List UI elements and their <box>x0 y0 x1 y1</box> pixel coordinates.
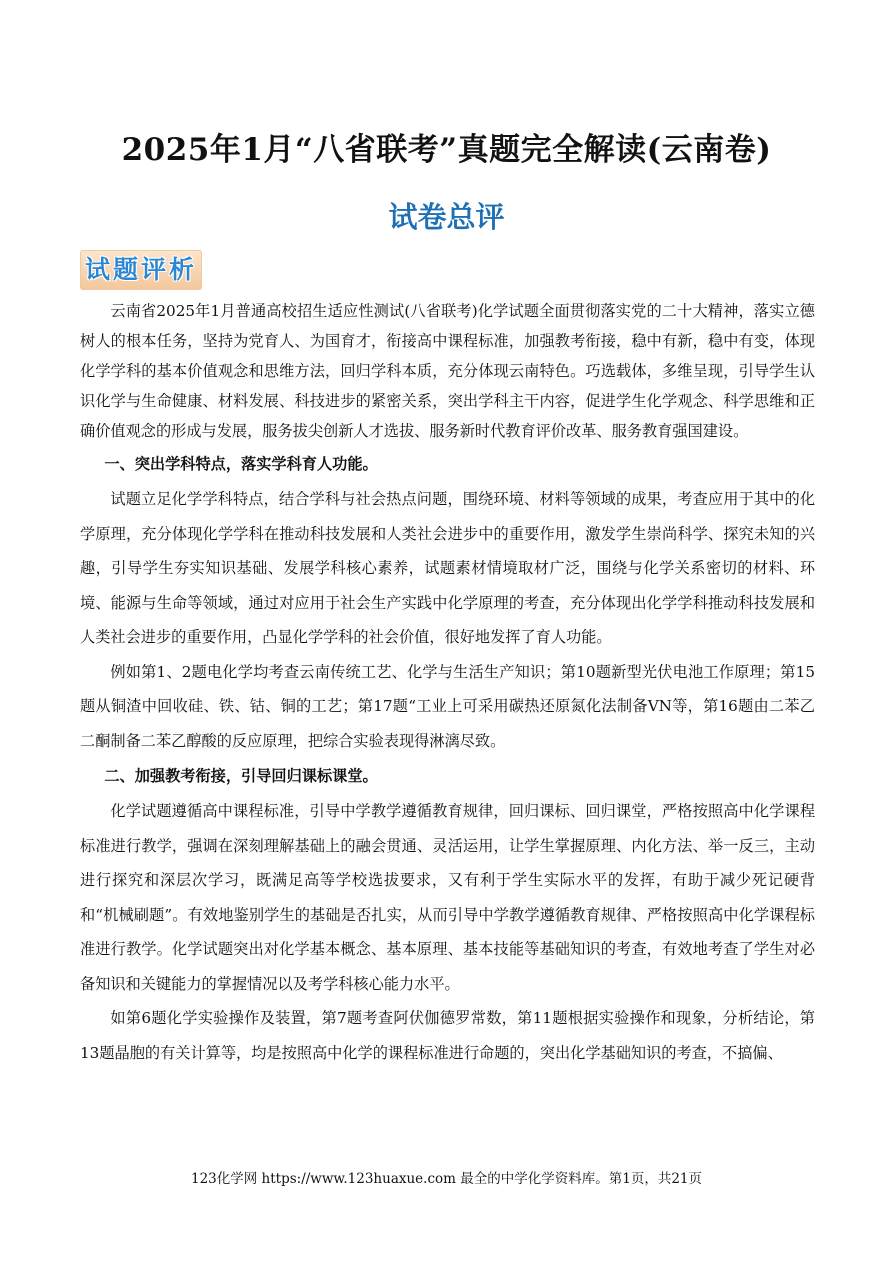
document-subtitle: 试卷总评 <box>388 200 505 234</box>
section-heading-2: 二、加强教考衔接，引导回归课标课堂。 <box>104 767 378 785</box>
document-body <box>80 296 815 1070</box>
section-badge <box>80 250 202 290</box>
paragraph-subject-features: 试题立足化学学科特点，结合学科与社会热点问题，围绕环境、材料等领域的成果，考查应用于其中的化学原理，充分体现化学学科在推动科技发展和人类社会进步中的重要作用，激发学生崇尚科学、探究未知的兴趣，引导学生夯实知识基础、发展学科核心素养，试题素材情境取材广泛，围绕与化学关系密切的材料、环境、能源与生命等领域，通过对应用于社会生产实践中化学原理的考查，充分体现出化学学科推动科技发展和人类社会进步的重要作用，凸显化学学科的社会价值，很好地发挥了育人功能。 <box>80 490 815 646</box>
paragraph-curriculum: 化学试题遵循高中课程标准，引导中学教学遵循教育规律，回归课标、回归课堂，严格按照高中化学课程标准进行教学，强调在深刻理解基础上的融会贯通、灵活运用，让学生掌握原理、内化方法、举一反三，主动进行探究和深层次学习，既满足高等学校选拔要求，又有利于学生实际水平的发挥，有助于减少死记硬背和“机械刷题”。有效地鉴别学生的基础是否扎实，从而引导中学教学遵循教育规律、严格按照高中化学课程标准进行教学。化学试题突出对化学基本概念、基本原理、基本技能等基础知识的考查，有效地考查了学生对必备知识和关键能力的掌握情况以及考学科核心能力水平。 <box>80 802 815 993</box>
paragraph-examples-2: 如第6题化学实验操作及装置，第7题考查阿伏伽德罗常数，第11题根据实验操作和现象，分析结论，第13题晶胞的有关计算等，均是按照高中化学的课程标准进行命题的，突出化学基础知识的考查，不搞偏、 <box>80 1009 815 1062</box>
paragraph-examples-1: 例如第1、2题电化学均考查云南传统工艺、化学与生活生产知识；第10题新型光伏电池工作原理；第15题从铜渣中回收硅、铁、钴、铜的工艺；第17题“工业上可采用碳热还原氮化法制备VN等，第16题由二苯乙二酮制备二苯乙醇酸的反应原理，把综合实验表现得淋漓尽致。 <box>80 662 815 750</box>
paragraph-intro: 云南省2025年1月普通高校招生适应性测试(八省联考)化学试题全面贯彻落实党的二十大精神，落实立德树人的根本任务，坚持为党育人、为国育才，衔接高中课程标准，加强教考衔接，稳中有新，稳中有变，体现化学学科的基本价值观念和思维方法，回归学科本质，充分体现云南特色。巧选载体，多维呈现，引导学生认识化学与生命健康、材料发展、科技进步的紧密关系，突出学科主干内容，促进学生化学观念、科学思维和正确价值观念的形成与发展，服务拔尖创新人才选拔、服务新时代教育评价改革、服务教育强国建设。 <box>80 302 815 440</box>
page-footer: 123化学网 https://www.123huaxue.com 最全的中学化学资料库。第1页，共21页 <box>190 1171 702 1187</box>
section-badge-label: 试题评析 <box>84 255 197 284</box>
section-heading-1: 一、突出学科特点，落实学科育人功能。 <box>104 455 378 473</box>
document-title: 2025年1月“八省联考”真题完全解读(云南卷) <box>121 132 772 168</box>
